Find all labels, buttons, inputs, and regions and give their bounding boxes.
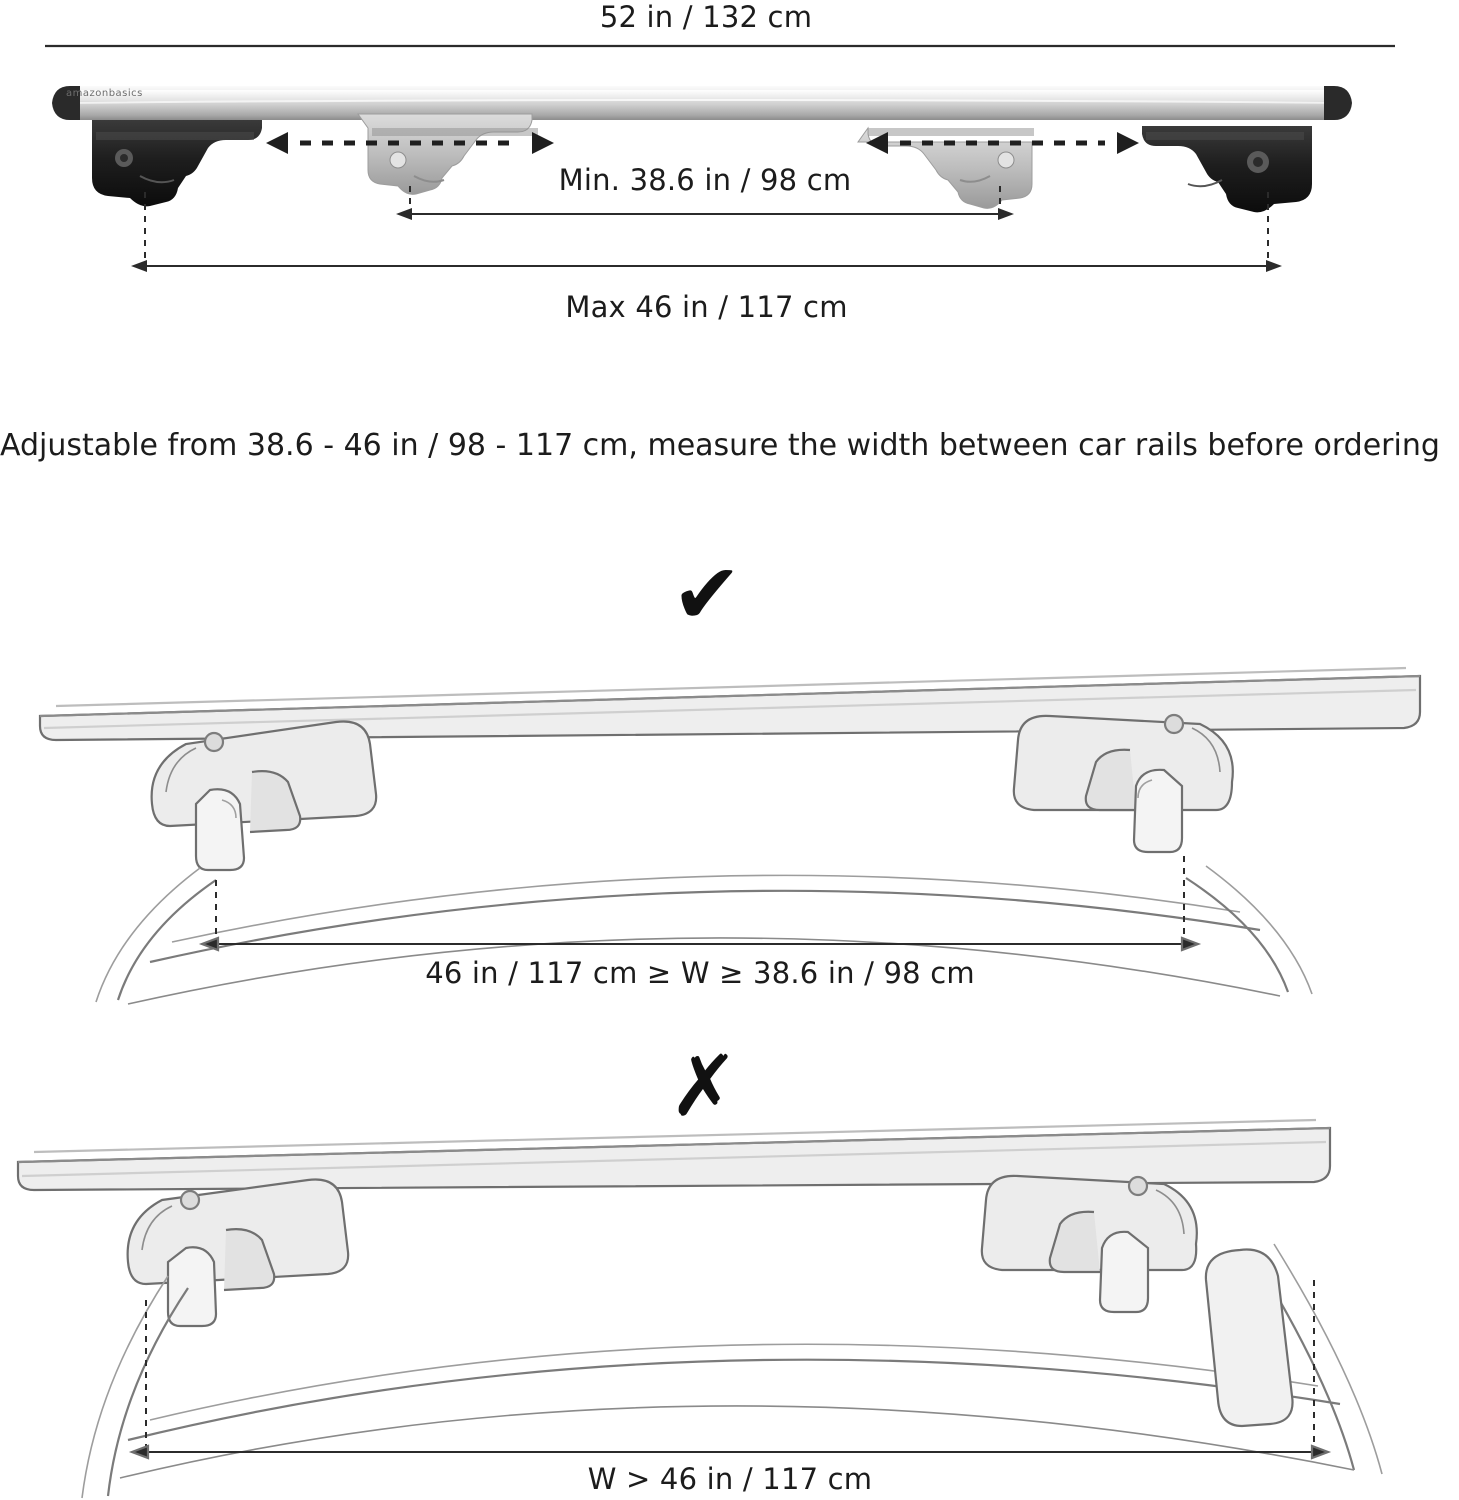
checkmark-icon: ✔	[671, 545, 743, 643]
cross-icon: ✗	[668, 1037, 740, 1135]
correct-left-foot	[152, 721, 377, 870]
arrow-head-right	[1117, 132, 1139, 154]
incorrect-width-caption: W > 46 in / 117 cm	[587, 1462, 873, 1496]
brand-logo: amazonbasics	[66, 88, 143, 99]
incorrect-car-roof	[82, 1244, 1382, 1498]
correct-installation-drawing	[40, 668, 1420, 1004]
correct-width-caption: 46 in / 117 cm ≥ W ≥ 38.6 in / 98 cm	[425, 956, 975, 990]
overall-length-label: 52 in / 132 cm	[599, 0, 813, 34]
arrow-head-left-inner	[532, 132, 554, 154]
correct-right-foot	[1014, 715, 1233, 852]
adjustability-instruction: Adjustable from 38.6 - 46 in / 98 - 117 cm, measure the width between car rails before ordering	[0, 428, 1440, 463]
right-end-foot	[1142, 126, 1312, 212]
crossbar	[52, 86, 1352, 120]
incorrect-left-foot	[128, 1179, 349, 1326]
max-span-label: Max 46 in / 117 cm	[565, 290, 848, 324]
max-dimension-line	[145, 192, 1268, 266]
arrow-head-left	[266, 132, 288, 154]
correct-crossbar	[40, 668, 1420, 740]
incorrect-right-foot	[982, 1176, 1197, 1312]
min-span-label: Min. 38.6 in / 98 cm	[558, 163, 852, 197]
top-bar-assembly	[45, 46, 1395, 272]
correct-width-dimension	[216, 856, 1184, 944]
incorrect-installation-drawing	[18, 1120, 1382, 1498]
left-end-foot	[92, 120, 262, 206]
